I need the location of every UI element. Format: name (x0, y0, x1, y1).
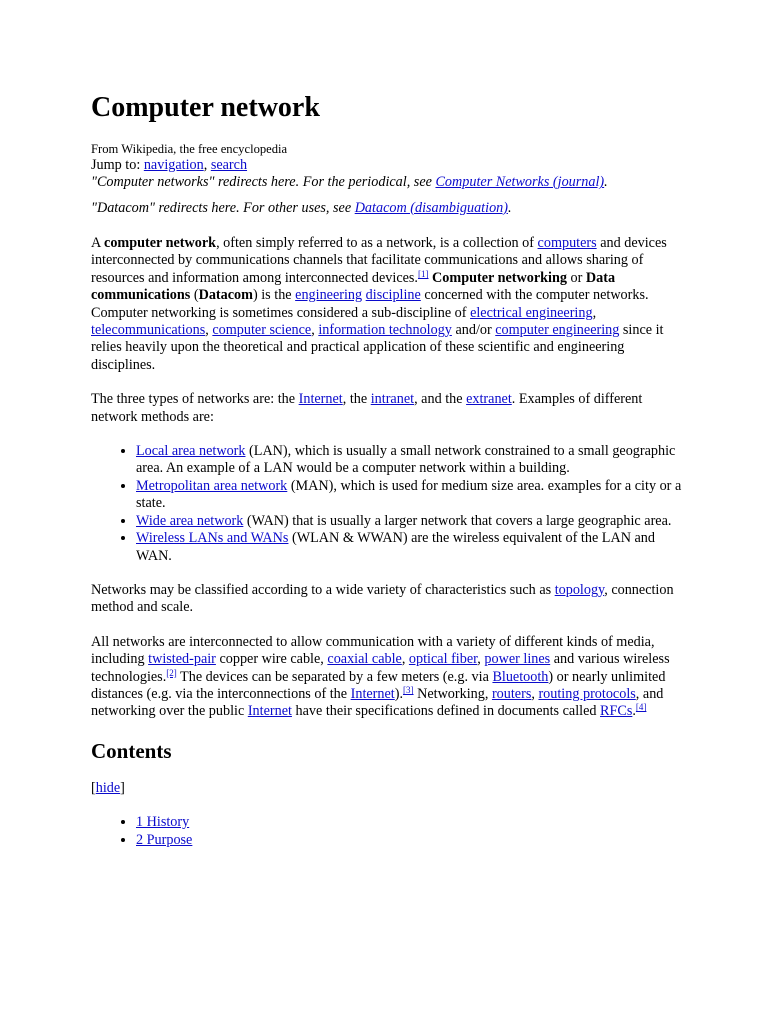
text: ) or nearly unlimited distances (e.g. via the interconnections of the (91, 668, 666, 702)
article-body (91, 235, 691, 866)
link-twisted-pair[interactable]: twisted-pair (148, 651, 216, 668)
text: . Examples of different network methods are: (91, 391, 643, 425)
text: copper wire cable, (215, 651, 328, 668)
hatnote-end: . (604, 174, 608, 191)
bold-term: Datacom (198, 287, 253, 304)
text: , (477, 651, 485, 668)
ref-1[interactable] (418, 269, 429, 279)
link-information-technology[interactable]: information technology (318, 322, 452, 339)
toc-hide-link[interactable]: hide (95, 779, 121, 796)
jump-search-link[interactable]: search (210, 157, 248, 173)
list-item (136, 513, 691, 530)
text: , and the (414, 391, 467, 408)
bold-term: computer network (104, 235, 217, 251)
jump-prefix: Jump to: (91, 157, 141, 173)
link-extranet[interactable]: extranet (466, 391, 512, 408)
link-computers[interactable]: computers (537, 235, 597, 251)
text: , (592, 304, 597, 321)
text: , (401, 651, 409, 668)
link-telecommunications[interactable]: telecommunications (91, 322, 206, 339)
hatnote-link-text: Computer Networks (journal) (435, 174, 605, 191)
link-bluetooth[interactable]: Bluetooth (492, 668, 549, 685)
text: , (205, 322, 213, 339)
toc-toggle (91, 780, 691, 797)
link-discipline[interactable]: discipline (365, 287, 421, 304)
toc-item (136, 814, 691, 831)
ref-2[interactable] (166, 668, 177, 678)
link-electrical-engineering[interactable]: electrical engineering (470, 304, 593, 321)
classified-paragraph (91, 582, 691, 617)
text: concerned with the computer networks. Computer networking is sometimes considered a sub-discipline of (91, 287, 649, 321)
text: and/or (451, 322, 496, 339)
hatnote-end: . (507, 199, 512, 216)
bracket: [ (91, 779, 96, 796)
text: and various wireless technologies. (91, 651, 670, 685)
ref-link[interactable]: [2] (166, 667, 177, 678)
link-power-lines[interactable]: power lines (484, 651, 551, 668)
intro-paragraph (91, 235, 691, 374)
link-rfcs[interactable]: RFCs (600, 703, 633, 720)
tagline: From Wikipedia, the free encyclopedia (91, 142, 288, 156)
text: (LAN), which is usually a small network constrained to a small geographic area. An example of a LAN would be a computer network within a building. (136, 443, 676, 477)
text: ( (190, 287, 199, 304)
network-methods-list (91, 443, 691, 565)
hatnote-datacom (91, 200, 691, 217)
link-routers[interactable]: routers (491, 685, 532, 702)
hatnote-text: "Computer networks" redirects here. For the periodical, see (91, 174, 436, 191)
text: , (311, 322, 319, 339)
interconnect-paragraph (91, 634, 691, 721)
hatnote-link-datacom[interactable] (355, 200, 508, 216)
text: , and networking over the public (91, 685, 664, 720)
link-internet[interactable]: Internet (350, 685, 395, 702)
link-internet[interactable]: Internet (298, 391, 343, 408)
link-routing-protocols[interactable]: routing protocols (538, 685, 636, 702)
hatnote-link-journal[interactable] (435, 174, 604, 190)
text: ). (394, 685, 404, 702)
link-intranet[interactable]: intranet (370, 391, 415, 408)
text: A (91, 235, 105, 251)
link-local-area-network[interactable]: Local area network (136, 443, 246, 460)
toc-link-history[interactable]: 1 History (136, 814, 190, 831)
link-engineering[interactable]: engineering (295, 287, 363, 304)
types-paragraph (91, 391, 691, 426)
list-item (136, 478, 691, 513)
text: (WLAN & WWAN) are the wireless equivalent of the LAN and WAN. (136, 530, 655, 564)
ref-link[interactable]: [4] (635, 702, 647, 713)
text: The devices can be separated by a few meters (e.g. via (176, 668, 493, 685)
hatnote-text: "Datacom" redirects here. For other uses, see (91, 199, 355, 216)
link-internet-public[interactable]: Internet (247, 703, 292, 720)
list-item (136, 530, 691, 565)
jump-separator: , (203, 157, 208, 173)
hatnote-computer-networks (91, 174, 691, 191)
article-meta (91, 141, 691, 217)
contents-heading: Contents (91, 738, 172, 763)
text: . (632, 703, 636, 720)
text: , often simply referred to as a network, is a collection of (216, 235, 538, 251)
link-computer-science[interactable]: computer science (212, 322, 312, 339)
ref-4[interactable] (636, 702, 647, 712)
text: Networking, (413, 685, 492, 702)
ref-link[interactable]: [1] (417, 268, 429, 279)
text: have their specifications defined in documents called (291, 703, 601, 720)
bold-term: Computer networking (432, 269, 567, 286)
bold-term: Data communications (91, 269, 616, 304)
page-title: Computer network (91, 92, 320, 123)
link-coaxial-cable[interactable]: coaxial cable (327, 651, 402, 668)
text: and devices interconnected by communications channels that facilitate communications and allows sharing of resources and information among interconnected devices. (91, 235, 667, 286)
text: , connection method and scale. (91, 581, 674, 616)
link-wireless-lans-wans[interactable]: Wireless LANs and WANs (136, 530, 289, 547)
text: or (566, 269, 586, 286)
link-metropolitan-area-network[interactable]: Metropolitan area network (136, 477, 288, 494)
toc-link-purpose[interactable]: 2 Purpose (136, 831, 193, 848)
text: (WAN) that is usually a larger network that covers a large geographic area. (243, 512, 672, 529)
ref-link[interactable]: [3] (403, 684, 414, 695)
toc-item (136, 832, 691, 849)
text: since it relies heavily upon the theoretical and practical application of these scientific and engineering disciplines. (91, 322, 664, 373)
text: , the (342, 391, 371, 408)
list-item (136, 443, 691, 478)
text: ) is the (252, 287, 296, 304)
jump-navigation-link[interactable]: navigation (143, 157, 204, 173)
text: The three types of networks are: the (91, 391, 299, 408)
link-topology[interactable]: topology (554, 581, 605, 598)
ref-3[interactable] (403, 685, 414, 695)
text: All networks are interconnected to allow communication with a variety of different kinds of media, including (91, 633, 655, 668)
text: (MAN), which is used for medium size area. examples for a city or a state. (136, 477, 682, 512)
jump-to (91, 157, 691, 174)
toc-list (91, 814, 691, 849)
text: Networks may be classified according to a wide variety of characteristics such as (91, 581, 555, 598)
link-computer-engineering[interactable]: computer engineering (495, 322, 620, 339)
link-wide-area-network[interactable]: Wide area network (136, 512, 244, 529)
bracket: ] (120, 779, 125, 796)
link-optical-fiber[interactable]: optical fiber (408, 651, 478, 668)
hatnote-link-text: Datacom (disambiguation) (354, 199, 508, 216)
text: , (531, 685, 539, 702)
